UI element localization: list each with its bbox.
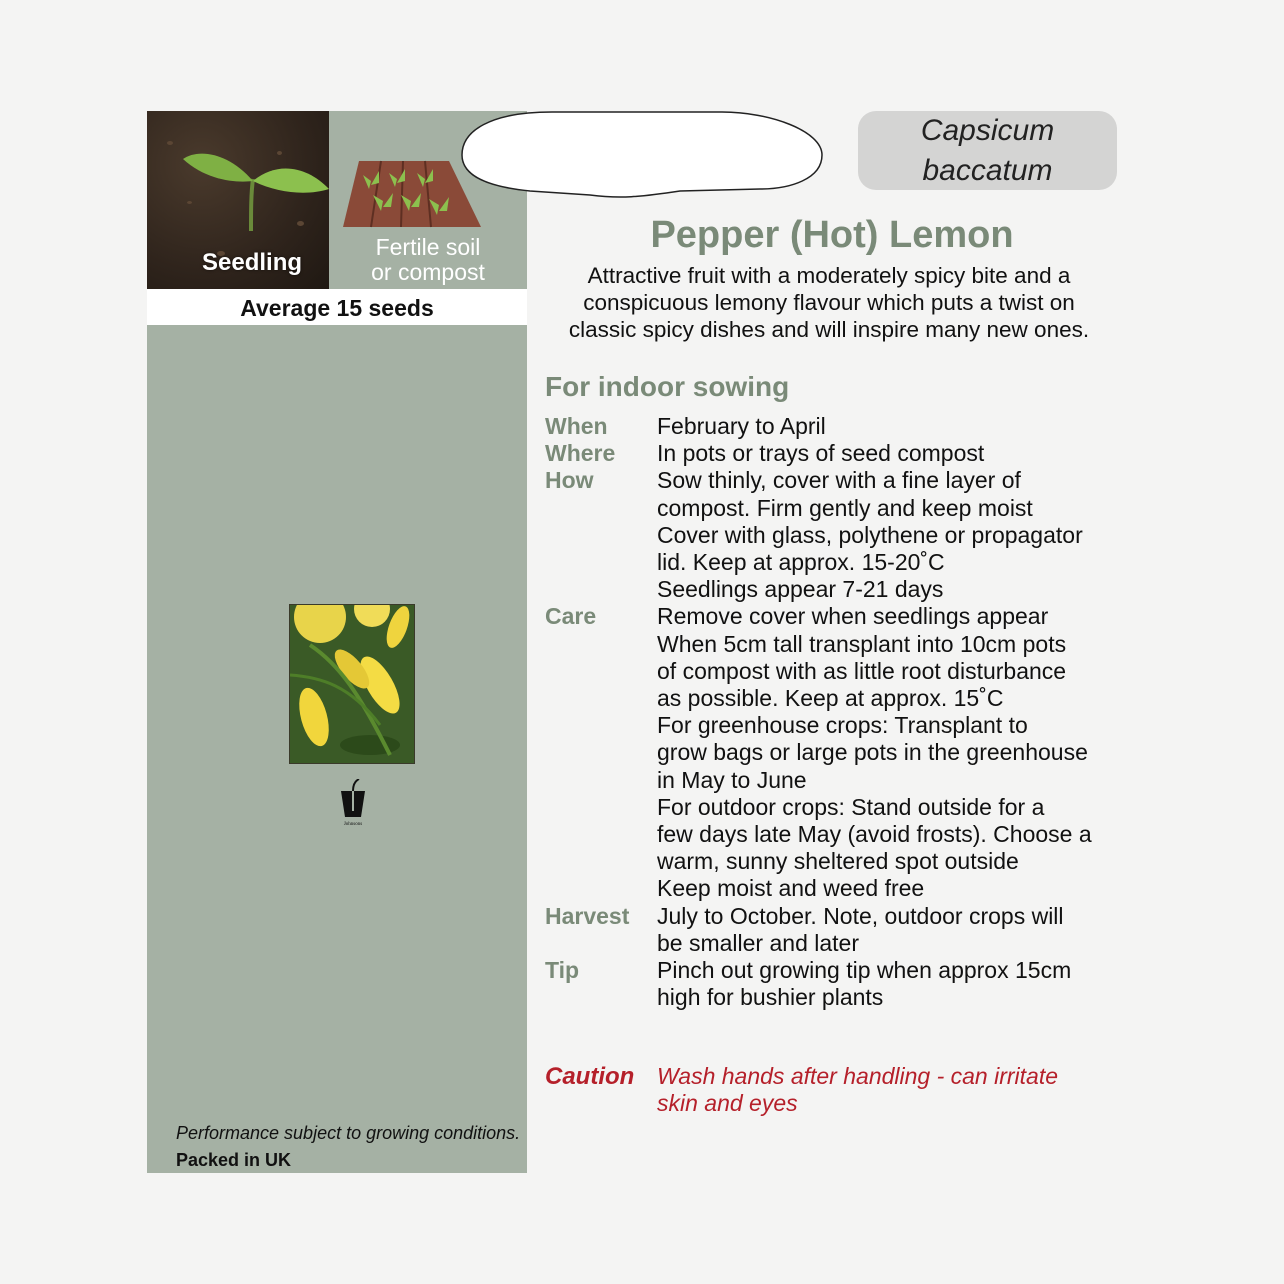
hang-tab-outline [460,111,824,201]
row-label: Care [545,603,597,630]
product-title: Pepper (Hot) Lemon [650,214,1014,256]
soil-label [329,235,527,285]
row-text: grow bags or large pots in the greenhouse [657,739,1088,766]
row-text: In pots or trays of seed compost [657,440,985,467]
sowing-guide [545,413,1125,1011]
row-text: lid. Keep at approx. 15-20˚C [657,549,945,576]
latin-species: baccatum [922,154,1053,187]
row-text: of compost with as little root disturbance [657,657,1067,684]
row-text: July to October. Note, outdoor crops will [657,902,1064,929]
row-text: Keep moist and weed free [657,875,925,902]
guide-row-where [545,440,1125,467]
row-text: February to April [657,413,826,439]
seedling-label: Seedling [202,249,303,276]
row-text: warm, sunny sheltered spot outside [657,848,1019,875]
performance-note: Performance subject to growing conditions. [176,1123,521,1143]
row-label: When [545,413,608,439]
section-heading: For indoor sowing [545,371,790,402]
product-photo [289,604,415,764]
guide-row-harvest [545,903,1125,957]
row-text: Seedlings appear 7-21 days [657,576,944,603]
description-line: Attractive fruit with a moderately spicy bite and a [587,263,1071,288]
row-text: in May to June [657,766,807,793]
description-line: conspicuous lemony flavour which puts a twist on [583,290,1075,315]
row-text: For greenhouse crops: Transplant to [657,712,1028,739]
row-text: Remove cover when seedlings appear [657,603,1049,630]
latin-genus: Capsicum [920,114,1055,147]
row-label: Tip [545,957,580,984]
row-label: Harvest [545,902,630,929]
row-text: Sow thinly, cover with a fine layer of [657,467,1021,494]
guide-row-how [545,467,1125,603]
caution-text [657,1063,1125,1117]
row-text: Cover with glass, polythene or propagator [657,521,1083,548]
row-text: few days late May (avoid frosts). Choose a [657,821,1092,848]
left-panel [147,111,527,1173]
guide-row-when [545,413,1125,440]
row-text: When 5cm tall transplant into 10cm pots [657,630,1067,657]
brand-text: Johnsons [343,822,363,827]
pepper-photo-image [290,605,414,763]
row-text: Pinch out growing tip when approx 15cm [657,957,1072,984]
row-text: be smaller and later [657,929,859,956]
row-text: compost. Firm gently and keep moist [657,494,1033,521]
caution-line: Wash hands after handling - can irritate [657,1063,1059,1089]
guide-row-tip [545,957,1125,1011]
average-seeds: Average 15 seeds [147,289,527,325]
caution-label: Caution [545,1063,635,1090]
packed-in: Packed in UK [176,1150,292,1170]
caution-block [545,1063,1125,1117]
latin-name-box [858,111,1117,190]
soil-label-line: or compost [371,259,485,285]
caution-line: skin and eyes [657,1090,798,1116]
row-label: Where [545,440,616,467]
seedling-tile [147,111,329,289]
guide-row-care [545,603,1125,902]
johnsons-logo [335,779,371,827]
row-text: as possible. Keep at approx. 15˚C [657,685,1004,712]
description-line: classic spicy dishes and will inspire many new ones. [568,317,1090,342]
row-label: How [545,467,594,494]
row-text: high for bushier plants [657,984,884,1011]
row-text: For outdoor crops: Stand outside for a [657,793,1045,820]
soil-label-line: Fertile soil [375,234,481,260]
product-description [540,262,1118,343]
